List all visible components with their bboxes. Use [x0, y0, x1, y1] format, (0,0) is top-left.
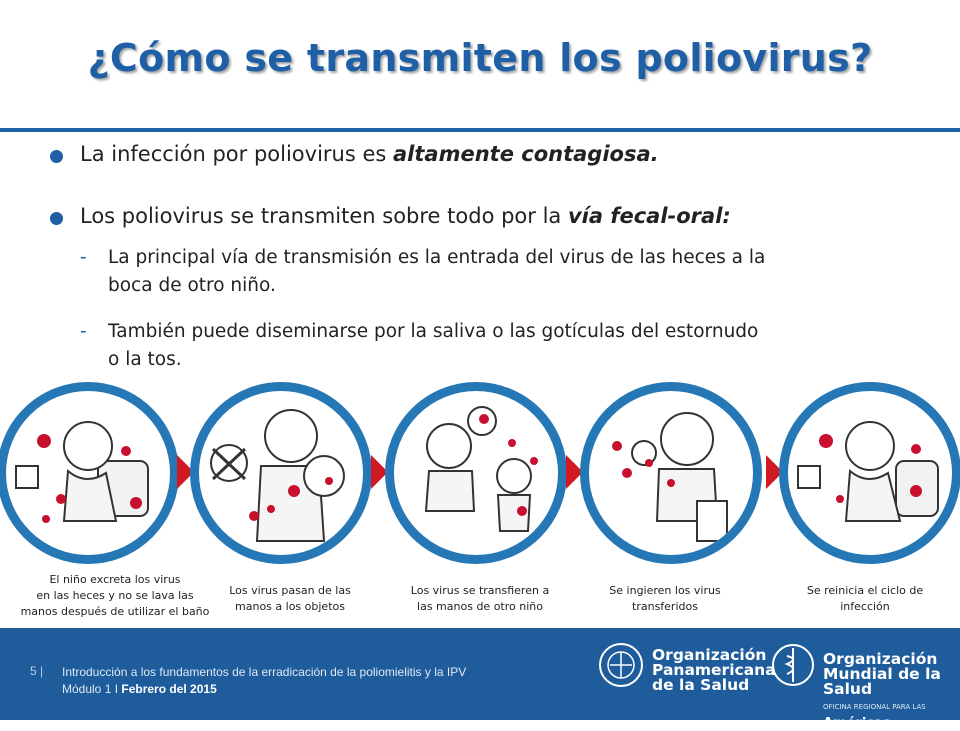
- child-toilet-icon: [788, 391, 952, 555]
- oms-region: Américas: [823, 716, 891, 731]
- caption-line: Se ingieren los virus: [609, 584, 721, 597]
- dash-icon: -: [80, 321, 87, 342]
- bullet-2-emphasis: vía fecal-oral:: [567, 204, 731, 228]
- caption-line: las manos de otro niño: [417, 600, 543, 613]
- child-toilet-icon: [6, 391, 170, 555]
- caption-line: manos después de utilizar el baño: [20, 605, 210, 618]
- page-number: 5 |: [30, 664, 44, 678]
- oms-name-line: Mundial de la Salud: [823, 665, 941, 698]
- ops-name: [652, 648, 776, 693]
- oms-name: [823, 652, 960, 731]
- child-ball-icon: [199, 391, 363, 555]
- bullet-2-text: Los poliovirus se transmiten sobre todo por la: [80, 204, 568, 228]
- footer-text: [62, 664, 466, 698]
- bullet-dot-icon: [50, 212, 63, 225]
- step-4-illustration: [580, 382, 762, 564]
- oms-region-label: OFICINA REGIONAL PARA LAS: [823, 703, 926, 711]
- step-1-caption: [5, 572, 225, 620]
- footer-course-title: Introducción a los fundamentos de la erradicación de la poliomielitis y la IPV: [62, 665, 467, 679]
- title-divider: [0, 128, 960, 132]
- subbullet-1-line1: La principal vía de transmisión es la entrada del virus de las heces a la: [108, 247, 766, 268]
- subbullet-2-line1: También puede diseminarse por la saliva o las gotículas del estornudo: [108, 321, 759, 342]
- step-5-illustration: [779, 382, 960, 564]
- oms-name-line: Organización: [823, 650, 938, 668]
- caption-line: El niño excreta los virus: [49, 573, 181, 586]
- ops-logo-icon: [598, 642, 644, 688]
- ops-name-line: Panamericana: [652, 661, 776, 679]
- step-2-illustration: [190, 382, 372, 564]
- caption-line: en las heces y no se lava las: [36, 589, 194, 602]
- bullet-2: [56, 204, 731, 228]
- caption-line: transferidos: [632, 600, 698, 613]
- subbullet-1: [80, 244, 880, 300]
- ops-name-line: Organización: [652, 646, 767, 664]
- step-2-caption: [205, 583, 375, 615]
- caption-line: infección: [840, 600, 890, 613]
- slide-title: ¿Cómo se transmiten los poliovirus?: [87, 36, 873, 80]
- dash-icon: -: [80, 247, 87, 268]
- bullet-1: [56, 142, 659, 166]
- child-eating-icon: [589, 391, 753, 555]
- ops-name-line: de la Salud: [652, 676, 750, 694]
- step-1-illustration: [0, 382, 179, 564]
- caption-line: Los virus se transfieren a: [410, 584, 550, 597]
- step-4-caption: [585, 583, 745, 615]
- caption-line: manos a los objetos: [235, 600, 345, 613]
- footer-date: Febrero del 2015: [121, 682, 217, 696]
- subbullet-2-line2: o la tos.: [108, 349, 182, 370]
- subbullet-1-line2: boca de otro niño.: [108, 275, 276, 296]
- step-3-caption: [390, 583, 570, 615]
- bullet-1-emphasis: altamente contagiosa.: [393, 142, 659, 166]
- footer-module: Módulo 1 I: [62, 682, 122, 696]
- oms-logo-icon: [770, 642, 816, 688]
- bullet-1-text: La infección por poliovirus es: [80, 142, 394, 166]
- caption-line: Se reinicia el ciclo de: [806, 584, 924, 597]
- step-5-caption: [780, 583, 950, 615]
- step-3-illustration: [385, 382, 567, 564]
- caption-line: Los virus pasan de las: [229, 584, 351, 597]
- subbullet-2: [80, 318, 880, 374]
- bullet-dot-icon: [50, 150, 63, 163]
- children-playing-icon: [394, 391, 558, 555]
